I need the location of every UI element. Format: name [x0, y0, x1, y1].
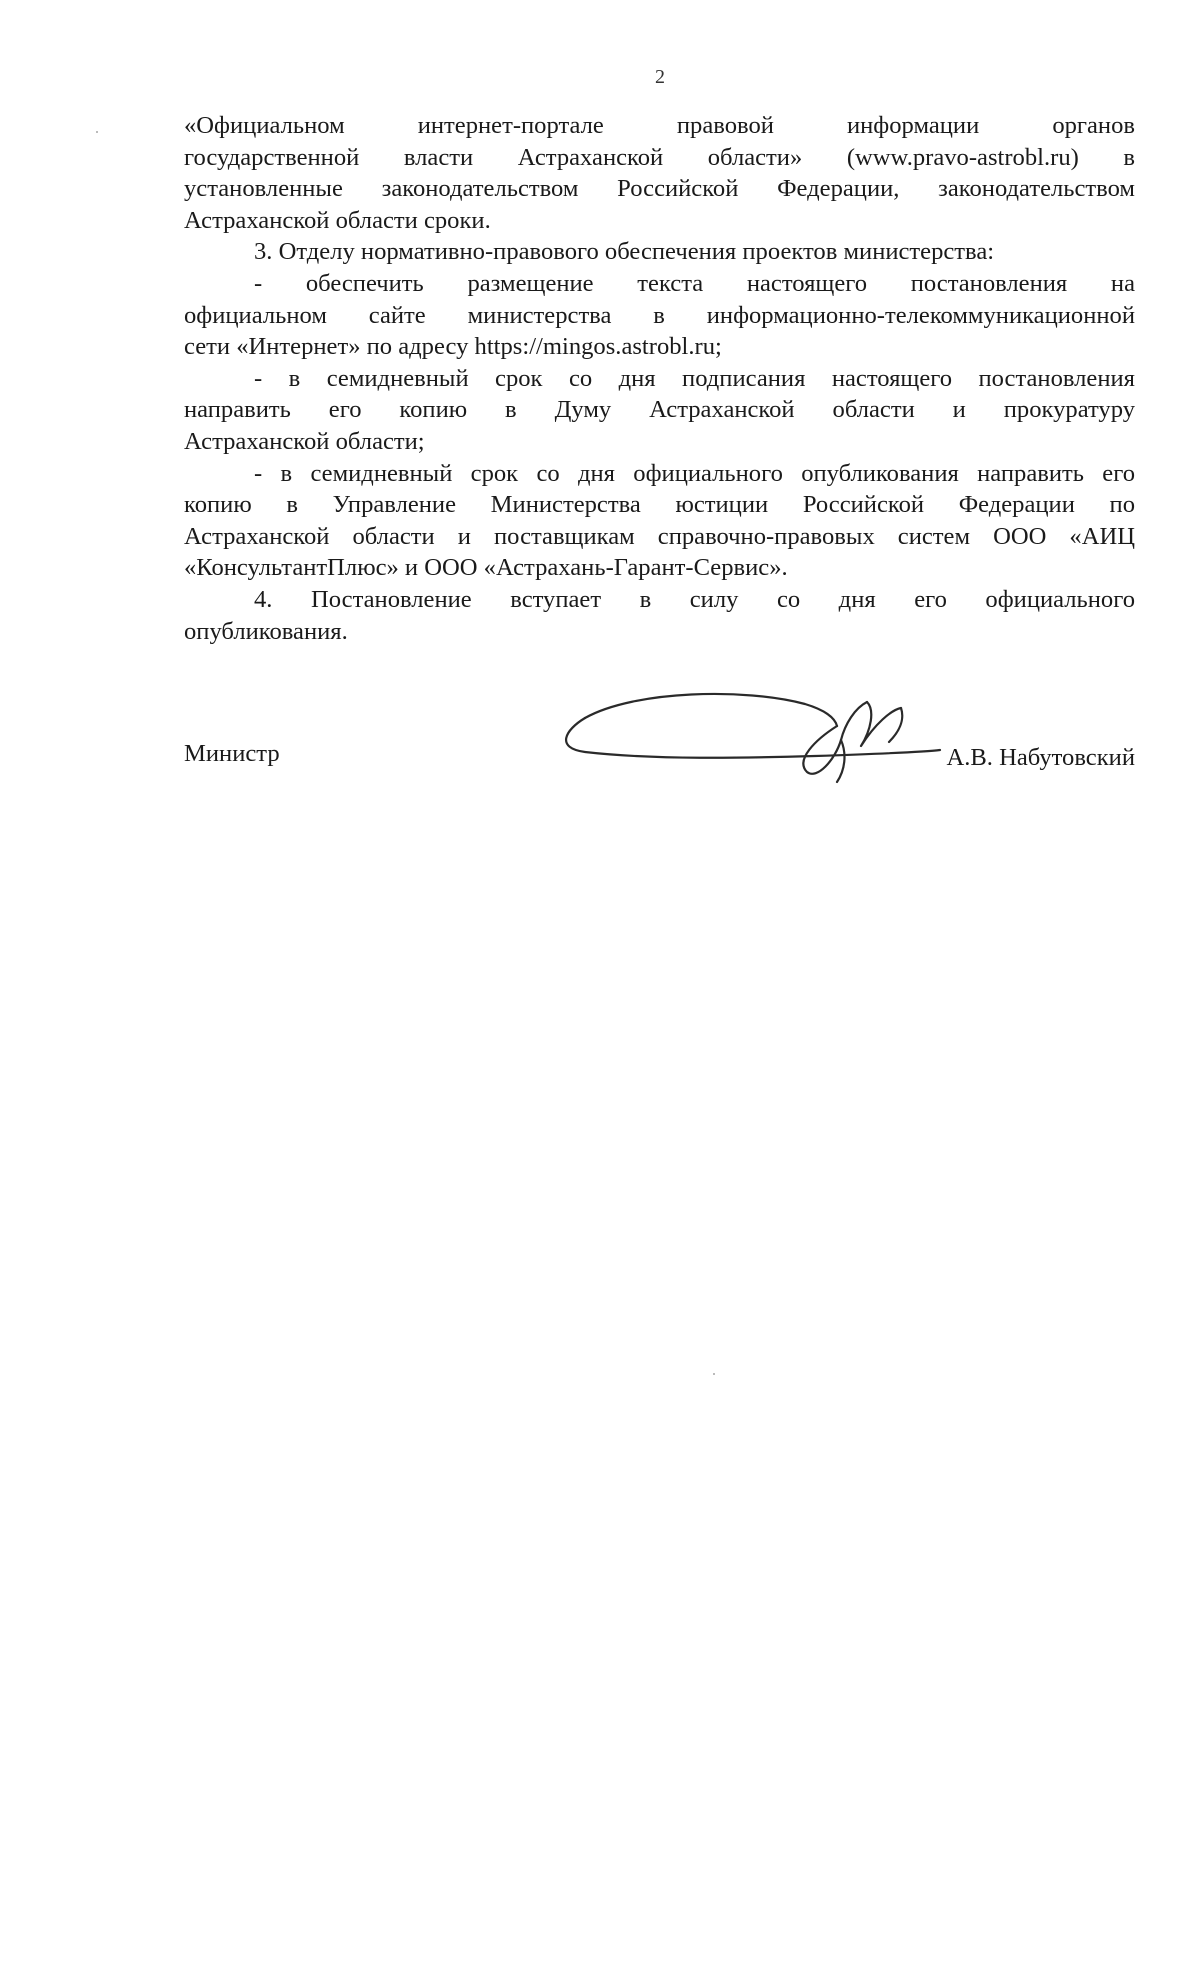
document-body [184, 110, 1135, 647]
paragraph-line: направить его копию в Думу Астраханской области и прокуратуру [184, 396, 1135, 424]
paragraph-line: - в семидневный срок со дня подписания настоящего постановления [254, 364, 1135, 392]
signatory-name: А.В. Набутовский [946, 744, 1135, 771]
paragraph-line: официальном сайте министерства в информационно-телекоммуникационной [184, 301, 1135, 329]
paragraph-line: Астраханской области и поставщикам справочно-правовых систем ООО «АИЦ [184, 522, 1135, 550]
scan-artifact [96, 131, 98, 133]
signature-block [184, 740, 1135, 780]
paragraph-line: опубликования. [184, 617, 348, 645]
paragraph-line: - обеспечить размещение текста настоящего постановления на [254, 269, 1135, 297]
paragraph-line: «КонсультантПлюс» и ООО «Астрахань-Гарант-Сервис». [184, 554, 788, 582]
paragraph-line: установленные законодательством Российской Федерации, законодательством [184, 175, 1135, 203]
paragraph-line: Астраханской области сроки. [184, 206, 491, 234]
paragraph-line: 4. Постановление вступает в силу со дня его официального [254, 585, 1135, 613]
signatory-title: Министр [184, 740, 280, 767]
paragraph-line: сети «Интернет» по адресу https://mingos.astrobl.ru; [184, 333, 722, 361]
paragraph-line: - в семидневный срок со дня официального опубликования направить его [254, 459, 1135, 487]
paragraph-line: 3. Отделу нормативно-правового обеспечения проектов министерства: [254, 238, 995, 266]
paragraph-line: копию в Управление Министерства юстиции Российской Федерации по [184, 491, 1135, 519]
scan-artifact [713, 1373, 715, 1375]
paragraph-line: «Официальном интернет-портале правовой информации органов [184, 112, 1135, 139]
paragraph-line: Астраханской области; [184, 427, 425, 455]
page-number: 2 [655, 66, 665, 88]
paragraph-line: государственной власти Астраханской области» (www.pravo-astrobl.ru) в [184, 143, 1135, 171]
